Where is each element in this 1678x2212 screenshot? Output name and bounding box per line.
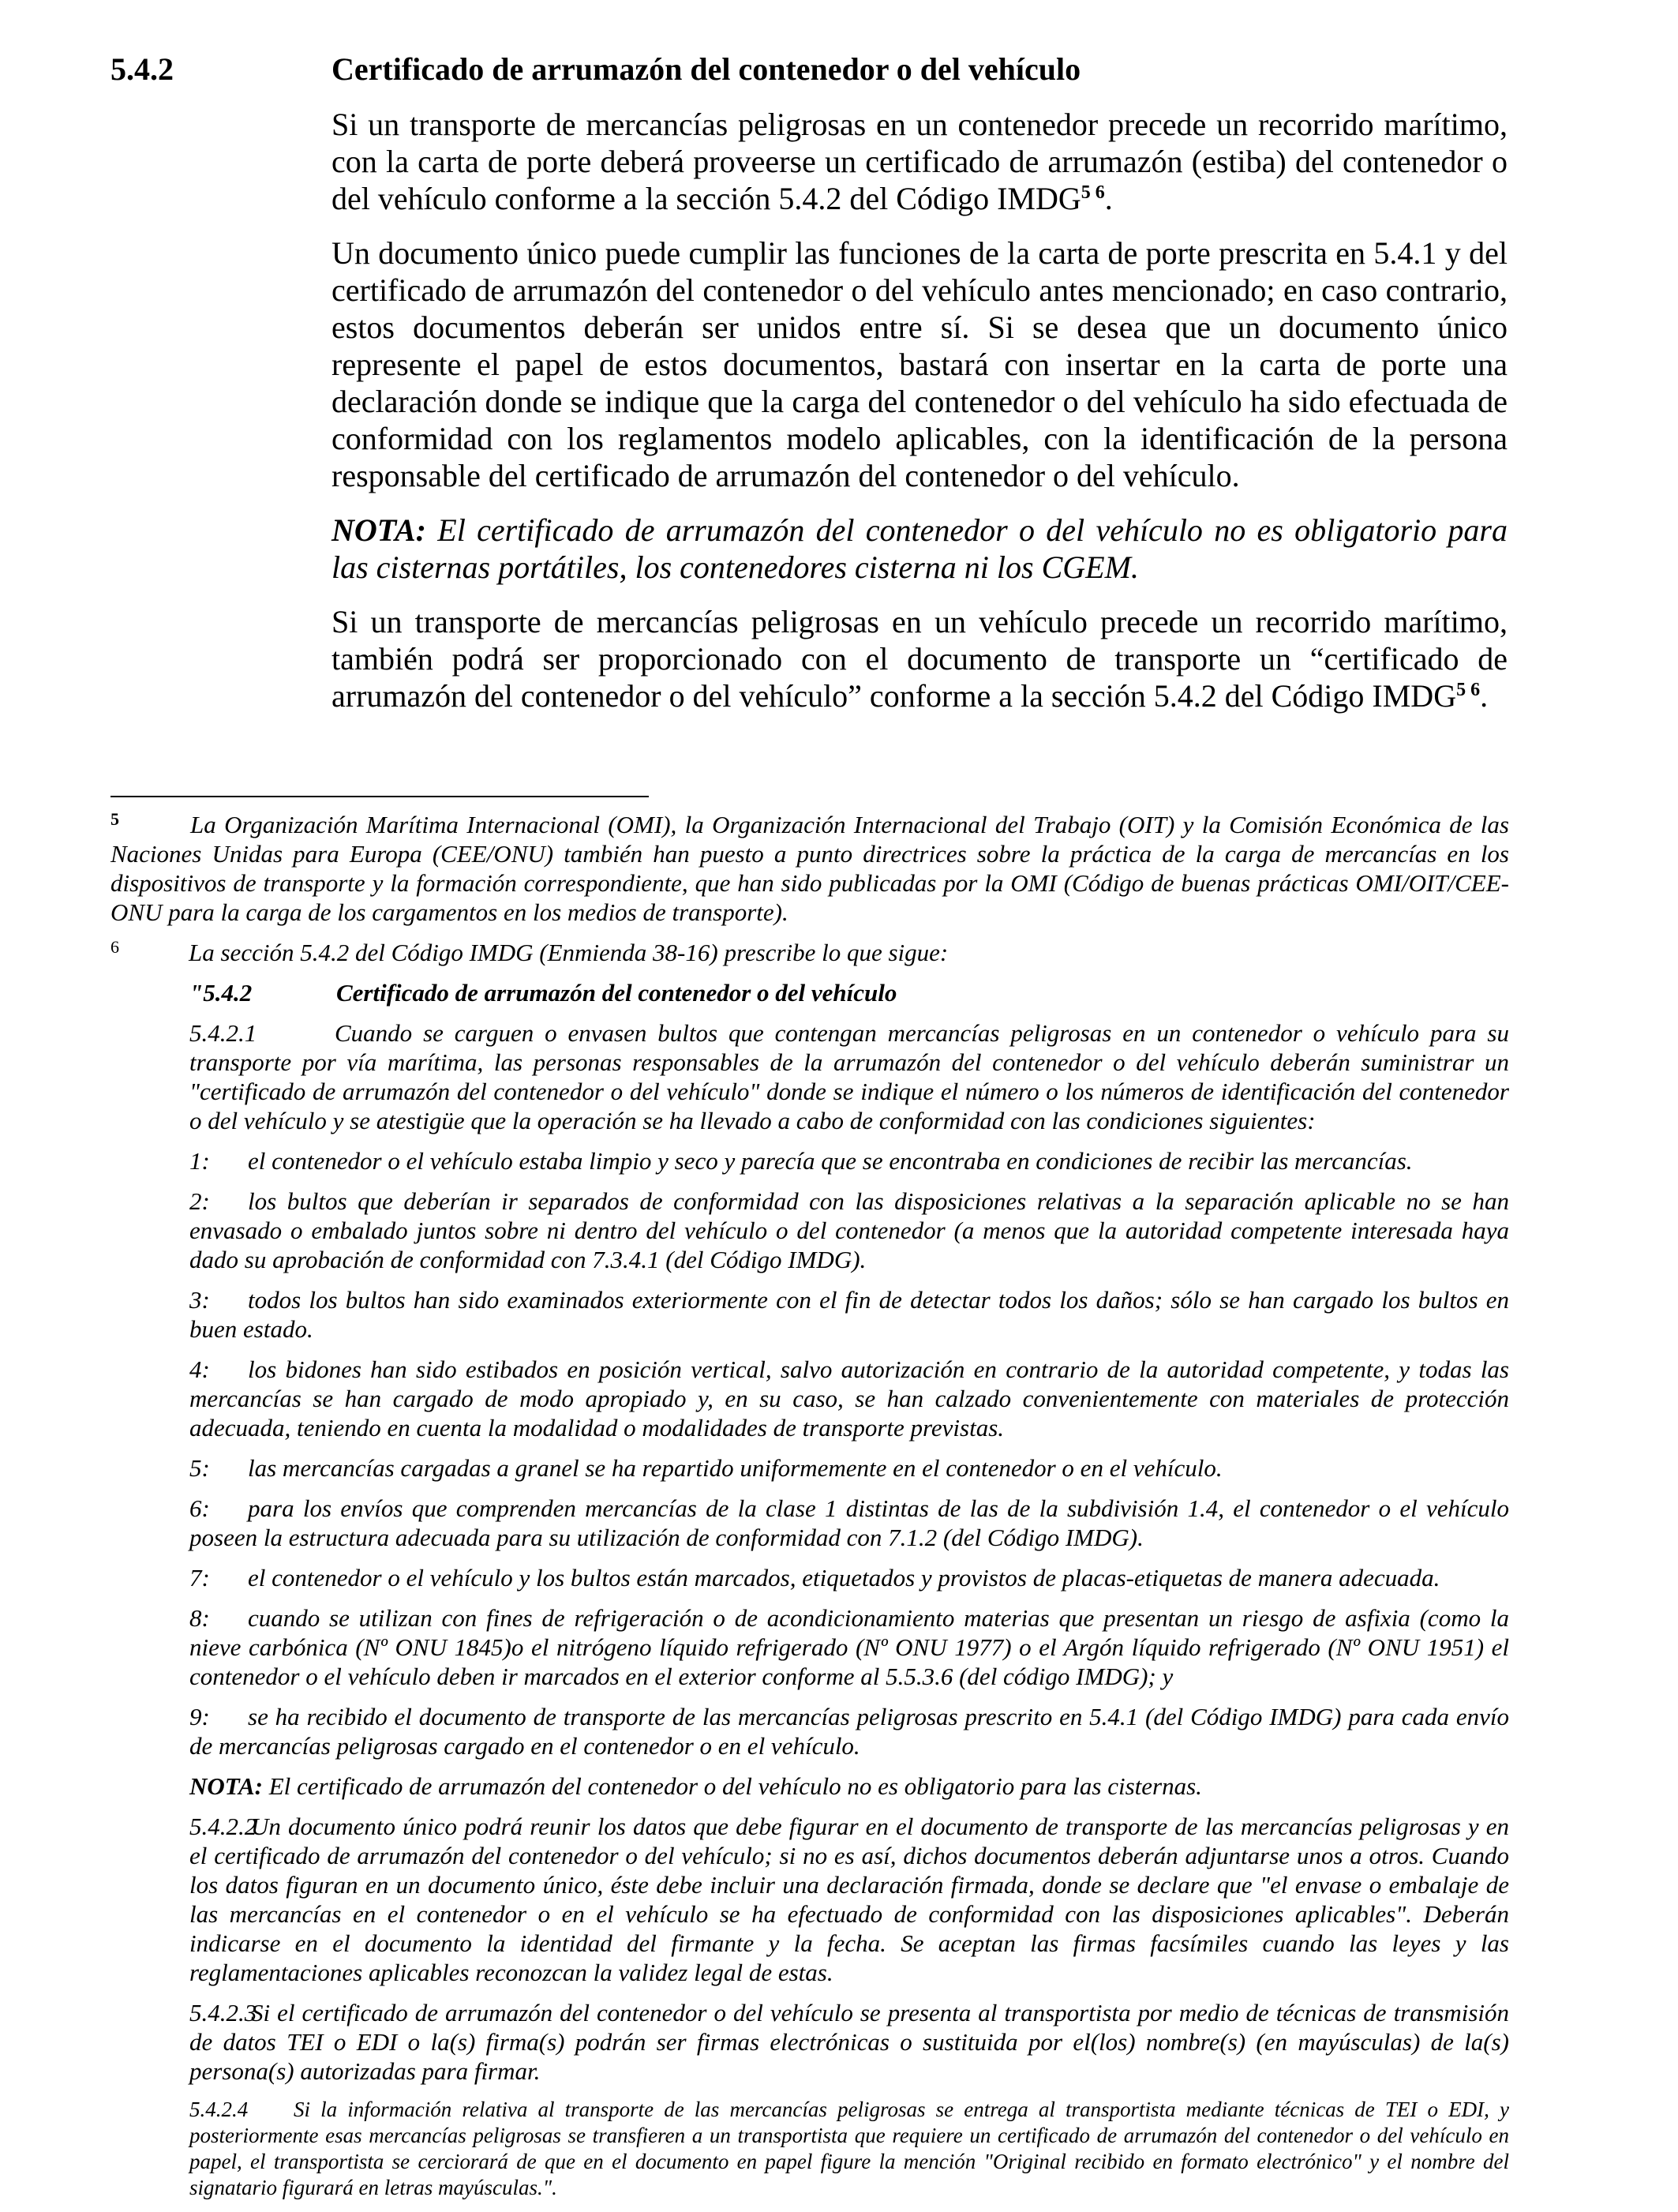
note-label: NOTA: [331,512,426,548]
list-item: 1: el contenedor o el vehículo estaba limpio y seco y parecía que se encontraba en condiciones de recibir las mercancías. [189,1147,1413,1175]
quote-5423: 5.4.2.3Si el certificado de arrumazón del contenedor o del vehículo se presenta al transportista por medio de técnicas de transmisión de datos TEI o EDI o la(s) firma(s) podrán ser firmas electrónicas o sustituida por el(los) nombre(s) (en mayúsculas) de la(s) persona(s) autorizadas para firmar. [189,1999,1509,2085]
footnote-6: $^6$ La sección 5.4.2 del Código IMDG (Enmienda 38-16) prescribe lo que sigue: [110,937,949,966]
footnote-separator [110,796,649,797]
footnote-5: $^5$ La Organización Marítima Internacional (OMI), la Organización Internacional del Trabajo (OIT) y la Comisión Económica de las Naciones Unidas para Europa (CEE/ONU) también han puesto a punto directrices sobre la práctica de la carga de mercancías en los dispositivos de transporte y la formación correspondiente, que han sido publicadas por la OMI (Código de buenas prácticas OMI/OIT/CEE-ONU para la carga de los cargamentos en los medios de transporte). [110,809,1509,926]
note-paragraph: NOTA: El certificado de arrumazón del contenedor o del vehículo no es obligatorio para las cisternas portátiles, los contenedores cisterna ni los CGEM. [331,512,1508,585]
section-title: Certificado de arrumazón del contenedor o del vehículo [331,51,1081,87]
paragraph-2: Un documento único puede cumplir las funciones de la carta de porte prescrita en 5.4.1 y del certificado de arrumazón del contenedor o del vehículo antes mencionado; en caso contrario, estos documentos deberán ser unidos entre sí. Si se desea que un documento único represente el papel de estos documentos, bastará con insertar en la carta de porte una declaración donde se indique que la carga del contenedor o del vehículo ha sido efectuada de conformidad con los reglamentos modelo aplicables, con la identificación de la persona responsable del certificado de arrumazón del contenedor o del vehículo. [331,235,1508,493]
footnotes [110,810,1509,2212]
footnote-mark: 5 [110,809,119,829]
list-item: 7: el contenedor o el vehículo y los bultos están marcados, etiquetados y provistos de placas-etiquetas de manera adecuada. [189,1564,1440,1592]
quote-5424: 5.4.2.4 Si la información relativa al transporte de las mercancías peligrosas se entrega al transportista mediante técnicas de TEI o EDI, y posteriormente esas mercancías peligrosas se transfieren a un transportista que requiere un certificado de arrumazón del contenedor o del vehículo en papel, el transportista se cerciorará de que en el documento en papel figure la mención "Original recibido en formato electrónico" y el nombre del signatario figurará en letras mayúsculas.". [189,2098,1509,2199]
section-number: 5.4.2 [110,51,174,87]
list-item: 5: las mercancías cargadas a granel se ha repartido uniformemente en el contenedor o en el vehículo. [189,1454,1223,1482]
list-item: 2: los bultos que deberían ir separados de conformidad con las disposiciones relativas a la separación aplicable no se han envasado o embalado juntos sobre ni dentro del vehículo o del contenedor (a menos que la autoridad competente interesada haya dado su aprobación de conformidad con 7.3.4.1 (del Código IMDG). [189,1187,1509,1273]
list-item: 9: se ha recibido el documento de transporte de las mercancías peligrosas prescrito en 5.4.1 (del Código IMDG) para cada envío de mercancías peligrosas cargado en el contenedor o en el vehículo. [189,1703,1509,1760]
section-body [331,106,1508,732]
list-item: 6: para los envíos que comprenden mercancías de la clase 1 distintas de las de la subdivisión 1.4, el contenedor o el vehículo poseen la estructura adecuada para su utilización de conformidad con 7.1.2 (del Código IMDG). [189,1494,1509,1551]
quote-5422: 5.4.2.2Un documento único podrá reunir los datos que debe figurar en el documento de transporte de las mercancías peligrosas y en el certificado de arrumazón del contenedor o del vehículo; si no es así, dichos documentos deberán adjuntarse unos a otros. Cuando los datos figuran en un documento único, éste debe incluir una declaración firmada, donde se declare que "el envase o embalaje de las mercancías en el contenedor o en el vehículo se ha efectuado de conformidad con las disposiciones aplicables". Deberán indicarse en el documento la identidad del firmante y la fecha. Se aceptan las firmas facsímiles cuando las leyes y las reglamentaciones aplicables reconozcan la validez legal de estas. [189,1813,1509,1986]
footnote-ref[interactable]: 5 6 [1081,182,1105,203]
footnote-ref[interactable]: 5 6 [1456,680,1481,700]
list-item: 3: todos los bultos han sido examinados exteriormente con el fin de detectar todos los daños; sólo se han cargado los bultos en buen estado. [189,1286,1509,1343]
quote-note: NOTA: El certificado de arrumazón del contenedor o del vehículo no es obligatorio para las cisternas. [189,1772,1202,1800]
quote-5421: 5.4.2.1 Cuando se carguen o envasen bultos que contengan mercancías peligrosas en un contenedor o vehículo para su transporte por vía marítima, las personas responsables de la arrumazón del contenedor o del vehículo deberán suministrar un "certificado de arrumazón del contenedor o del vehículo" donde se indique el número o los números de identificación del contenedor o del vehículo y se atestigüe que la operación se ha llevado a cabo de conformidad con las condiciones siguientes: [189,1019,1509,1134]
quote-heading: "5.4.2 Certificado de arrumazón del contenedor o del vehículo [189,979,897,1007]
paragraph-1: Si un transporte de mercancías peligrosas en un contenedor precede un recorrido marítimo, con la carta de porte deberá proveerse un certificado de arrumazón (estiba) del contenedor o del vehículo conforme a la sección 5.4.2 del Código $IMDG^{5 6}$. [331,107,1508,216]
list-item: 8: cuando se utilizan con fines de refrigeración o de acondicionamiento materias que presentan un riesgo de asfixia (como la nieve carbónica (Nº ONU 1845)o el nitrógeno líquido refrigerado (Nº ONU 1977) o el Argón líquido refrigerado (Nº ONU 1951) el contenedor o el vehículo deben ir marcados en el exterior conforme al 5.5.3.6 (del código IMDG); y [189,1604,1509,1690]
list-item: 4: los bidones han sido estibados en posición vertical, salvo autorización en contrario de la autoridad competente, y todas las mercancías se han cargado de modo apropiado y, en su caso, se han calzado convenientemente con materiales de protección adecuada, teniendo en cuenta la modalidad o modalidades de transporte previstas. [189,1355,1509,1442]
note-label: NOTA: [189,1772,263,1800]
paragraph-3: Si un transporte de mercancías peligrosas en un vehículo precede un recorrido marítimo, también podrá ser proporcionado con el documento de transporte un “certificado de arrumazón del contenedor o del vehículo” conforme a la sección 5.4.2 del Código $IMDG^{5 6}$. [331,604,1508,714]
footnote-mark: 6 [110,937,119,957]
